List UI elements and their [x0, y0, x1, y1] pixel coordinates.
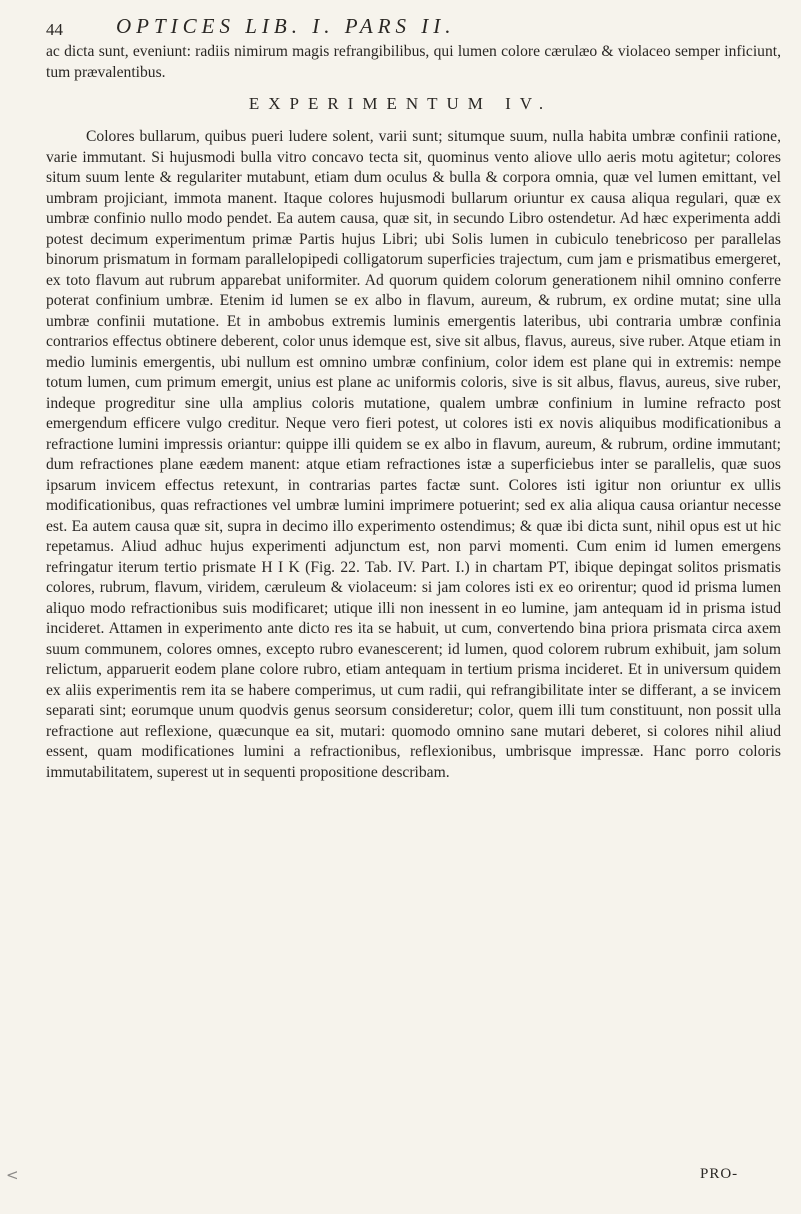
page-header	[46, 14, 786, 42]
body-paragraph: Colores bullarum, quibus pueri ludere solent, varii sunt; situmque suum, nulla habita umbræ confinii ratione, varie immutant. Si hujusmodi bulla vitro concavo tecta sit, quominus vento aliove ullo aeris motu agitetur; colores situm suum lente & regulariter mutabunt, etiam dum oculus & bulla & corpora omnia, quæ vel lumen emittant, vel umbram projiciant, immota manent. Itaque colores hujusmodi bullarum oriuntur ex causa aliqua regulari, quæ ex umbræ confinio nullo modo pendet. Ea autem causa, quæ sit, in secundo Libro ostendetur. Ad hæc experimenta addi potest decimum experimentum primæ Partis hujus Libri; ubi Solis lumen in cubiculo tenebricoso per parallelas binorum prismatum in formam parallelopipedi colligatorum superficies trajectum, cum jam e prismatibus emergeret, ex toto flavum aut rubrum apparebat uniformiter. Ad quorum quidem colorum generationem nihil omnino conferre poterat confinium umbræ. Etenim id lumen se ex albo in flavum, aureum, & rubrum, ex ordine mutat; sine ulla umbræ confinii mutatione. Et in ambobus extremis luminis emergentis lateribus, ubi contraria umbræ confinia contrarios effectus obtinere deberent, color unus idemque est, sive sit albus, flavus, aureus, sive ruber. Atque etiam in medio luminis emergentis, ubi nullum est omnino umbræ confinium, color idem est plane qui in extremis: nempe totum lumen, cum primum emergit, unius est plane ac uniformis coloris, sive is sit albus, flavus, aureus, sive ruber, indeque progreditur sine ulla amplius coloris mutatione, qualem umbræ confinium in lumine refracto post emergendum efficere vulgo creditur. Neque vero fieri potest, ut colores isti ex novis aliquibus modificationibus a refractione lumini impressis oriantur: quippe illi quidem se ex albo in flavum, aureum, & rubrum, ordine immutant; dum refractiones plane eædem manent: atque etiam refractiones istæ a superficiebus inter se parallelis, quæ suos ipsarum invicem effectus retexunt, in contrarias partes factæ sunt. Colores isti igitur non oriuntur ex ullis modificationibus, quas refractiones vel umbræ lumini imprimere potuerint; sed ex alia aliqua causa oriantur necesse est. Ea autem causa quæ sit, supra in decimo illo experimento ostendimus; & quæ ibi dicta sunt, nihil opus est ut hic repetamus. Aliud adhuc hujus experimenti adjunctum est, non parvi momenti. Cum enim id lumen emergens refringatur iterum tertio prismate H I K (Fig. 22. Tab. IV. Part. I.) in chartam PT, ibique depingat solitos prismatis colores, rubrum, flavum, viridem, cæruleum & violaceum: si jam colores isti ex eo orirentur; quod id prisma lumen aliquo modo refractionibus suis modificaret; utique illi non inessent in eo lumine, jam antequam id in prisma istud incideret. Attamen in experimento ante dicto res ita se habuit, ut cum, convertendo bina priora prismata circa axem suum communem, colores omnes, excepto rubro evanescerent; id lumen, quod colorem rubrum exhibuit, jam solum relictum, apparuerit eodem plane colore rubro, etiam antequam in tertium prisma incideret. Et in universum quidem ex aliis experimentis rem ita se habere comperimus, ut cum radii, qui refrangibilitate inter se differant, a se invicem separati sint; eorumque unum quodvis genus seorsum consideretur; color, quem illi tum constituunt, non possit ulla refractione aut reflexione, quæcunque ea sit, mutari: quomodo omnino sane mutari deberet, si colores nihil aliud essent, quam modificationes lumini a refractionibus, reflexionibus, umbrisque impressæ. Hanc porro coloris immutabilitatem, superest ut in sequenti propositione describam.	[46, 128, 781, 781]
page-number: 44	[46, 20, 63, 39]
section-heading: EXPERIMENTUM IV.	[248, 94, 553, 113]
margin-mark: <	[6, 1166, 19, 1184]
intro-paragraph: ac dicta sunt, eveniunt: radiis nimirum magis refrangibilibus, qui lumen colore cærulæo & violaceo semper inficiunt, tum prævalentibus.	[46, 43, 781, 81]
catchword: PRO-	[700, 1166, 739, 1182]
running-head: OPTICES LIB. I. PARS II.	[116, 14, 456, 38]
